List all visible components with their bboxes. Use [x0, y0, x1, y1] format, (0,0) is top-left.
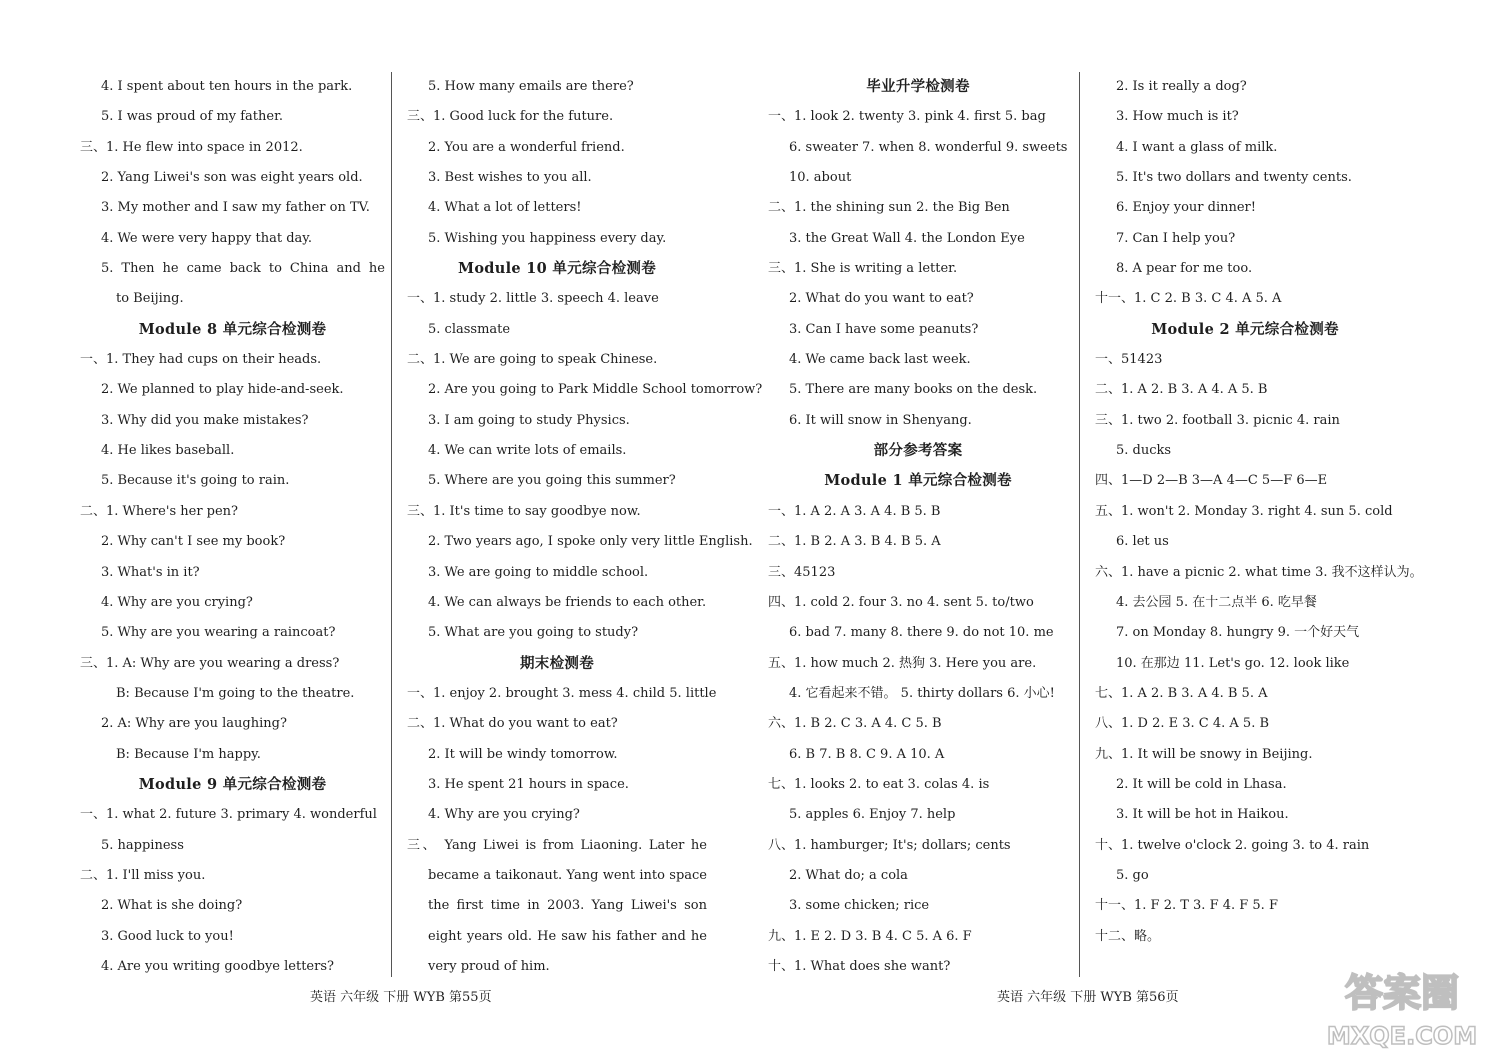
watermark-url: MXQE.COM — [1326, 1022, 1478, 1050]
column-3 — [768, 72, 1068, 982]
answer-line: 5. Why are you wearing a raincoat? — [101, 625, 336, 641]
answer-line: 3. My mother and I saw my father on TV. — [101, 200, 370, 216]
answer-line: 十一、1. F 2. T 3. F 4. F 5. F — [1095, 898, 1278, 914]
answer-line: 6. bad 7. many 8. there 9. do not 10. me — [789, 625, 1054, 641]
answer-line: the first time in 2003. Yang Liwei's son — [428, 898, 707, 914]
answer-line: 一、1. A 2. A 3. A 4. B 5. B — [768, 503, 941, 519]
answer-line: 5. Where are you going this summer? — [428, 473, 676, 489]
answer-line: 5. Because it's going to rain. — [101, 473, 290, 489]
answer-line: 5. Wishing you happiness every day. — [428, 230, 667, 246]
answer-line: 6. sweater 7. when 8. wonderful 9. sweets — [789, 139, 1068, 155]
answer-line: 2. We planned to play hide-and-seek. — [101, 382, 344, 398]
answer-line: 二、1. A 2. B 3. A 4. A 5. B — [1095, 382, 1268, 398]
answer-line: 3. some chicken; rice — [789, 898, 930, 914]
answer-line: 7. Can I help you? — [1116, 230, 1236, 246]
answer-line: 8. A pear for me too. — [1116, 261, 1253, 277]
answer-line: 七、1. looks 2. to eat 3. colas 4. is — [768, 776, 990, 792]
answer-line: 5. happiness — [101, 837, 184, 853]
answer-line: 三、1. Good luck for the future. — [407, 109, 614, 125]
answer-line: 3. What's in it? — [101, 564, 200, 580]
answer-line: 2. What do you want to eat? — [789, 291, 974, 307]
answer-line: 2. Are you going to Park Middle School tomorrow? — [428, 382, 763, 398]
answer-line: 二、1. Where's her pen? — [80, 503, 239, 519]
answer-line: 七、1. A 2. B 3. A 4. B 5. A — [1095, 685, 1268, 701]
answer-line: 九、1. E 2. D 3. B 4. C 5. A 6. F — [768, 928, 972, 944]
answer-line: 三、45123 — [768, 564, 836, 580]
answer-line: 5. What are you going to study? — [428, 625, 639, 641]
answer-line: 六、1. have a picnic 2. what time 3. 我不这样认为。 — [1095, 564, 1423, 580]
answer-line: 4. What a lot of letters! — [428, 200, 582, 216]
answer-line: 一、1. what 2. future 3. primary 4. wonderful — [80, 807, 377, 823]
answer-line: 十一、1. C 2. B 3. C 4. A 5. A — [1095, 291, 1282, 307]
answer-line: 10. about — [789, 170, 852, 186]
answer-line: 二、1. What do you want to eat? — [407, 716, 618, 732]
column-divider-left — [391, 72, 392, 977]
answer-line: 3. How much is it? — [1116, 109, 1239, 125]
answer-line: 2. What do; a cola — [789, 867, 908, 883]
section-heading: 部分参考答案 — [873, 442, 963, 460]
answer-line: 八、1. hamburger; It's; dollars; cents — [768, 837, 1011, 853]
answer-line: 4. We came back last week. — [789, 352, 971, 368]
answer-line: 一、1. study 2. little 3. speech 4. leave — [407, 291, 659, 307]
section-heading: 期末检测卷 — [520, 654, 594, 672]
column-divider-right — [1079, 72, 1080, 977]
answer-line: 5. go — [1116, 867, 1149, 883]
answer-line: 3. We are going to middle school. — [428, 564, 649, 580]
watermark-logo — [1320, 962, 1485, 1052]
answer-line: 5. There are many books on the desk. — [789, 382, 1038, 398]
answer-line: 五、1. how much 2. 热狗 3. Here you are. — [768, 655, 1037, 671]
answer-line: 一、1. enjoy 2. brought 3. mess 4. child 5. little — [407, 685, 717, 701]
answer-line: 九、1. It will be snowy in Beijing. — [1095, 746, 1313, 762]
answer-line: 二、1. I'll miss you. — [80, 867, 206, 883]
section-heading: Module 10 单元综合检测卷 — [457, 260, 656, 278]
answer-line: 4. He likes baseball. — [101, 443, 235, 459]
answer-line: 6. B 7. B 8. C 9. A 10. A — [789, 746, 945, 762]
answer-line: 4. Are you writing goodbye letters? — [101, 958, 334, 974]
answer-line: 十二、略。 — [1095, 928, 1161, 944]
answer-line: 3. It will be hot in Haikou. — [1116, 807, 1289, 823]
answer-line: to Beijing. — [116, 291, 184, 307]
answer-line: 3. Can I have some peanuts? — [789, 321, 979, 337]
answer-line: B: Because I'm happy. — [116, 746, 261, 762]
answer-line: 一、51423 — [1095, 352, 1163, 368]
section-heading: Module 8 单元综合检测卷 — [138, 320, 327, 338]
answer-line: 5. classmate — [428, 321, 511, 337]
answer-line: 三、1. A: Why are you wearing a dress? — [80, 655, 340, 671]
answer-line: 五、1. won't 2. Monday 3. right 4. sun 5. cold — [1095, 503, 1393, 519]
answer-line: 6. It will snow in Shenyang. — [789, 412, 972, 428]
answer-line: 二、1. We are going to speak Chinese. — [407, 352, 658, 368]
answer-line: 5. I was proud of my father. — [101, 109, 284, 125]
answer-line: 4. I spent about ten hours in the park. — [101, 79, 353, 94]
answer-line: 十、1. What does she want? — [768, 958, 951, 974]
answer-line: 5. It's two dollars and twenty cents. — [1116, 170, 1352, 186]
answer-line: 二、1. B 2. A 3. B 4. B 5. A — [768, 534, 941, 550]
answer-line: 2. Is it really a dog? — [1116, 79, 1247, 94]
answer-line: 4. 去公园 5. 在十二点半 6. 吃早餐 — [1116, 594, 1317, 610]
answer-line: 十、1. twelve o'clock 2. going 3. to 4. rain — [1095, 837, 1370, 853]
answer-line: 2. Two years ago, I spoke only very little English. — [428, 534, 753, 550]
answer-line: 二、1. the shining sun 2. the Big Ben — [768, 200, 1010, 216]
answer-line: 3. Good luck to you! — [101, 928, 234, 944]
answer-line: 3. Best wishes to you all. — [428, 170, 592, 186]
answer-line: 4. Why are you crying? — [428, 807, 580, 823]
answer-line: 5. apples 6. Enjoy 7. help — [789, 807, 956, 823]
answer-line: 三、1. It's time to say goodbye now. — [407, 503, 641, 519]
answer-line: 3. He spent 21 hours in space. — [428, 776, 629, 792]
section-heading: Module 9 单元综合检测卷 — [138, 775, 327, 793]
answer-line: 一、1. They had cups on their heads. — [80, 352, 322, 368]
answer-line: 2. It will be windy tomorrow. — [428, 746, 618, 762]
answer-line: 2. You are a wonderful friend. — [428, 139, 625, 155]
answer-line: 4. We were very happy that day. — [101, 230, 313, 246]
answer-line: 4. Why are you crying? — [101, 594, 253, 610]
answer-line: 一、1. look 2. twenty 3. pink 4. first 5. bag — [768, 109, 1046, 125]
column-4 — [1095, 72, 1423, 952]
answer-line: 7. on Monday 8. hungry 9. 一个好天气 — [1116, 625, 1360, 641]
answer-line: 三、1. two 2. football 3. picnic 4. rain — [1095, 412, 1340, 428]
answer-line: 5. How many emails are there? — [428, 79, 634, 94]
column-1 — [80, 72, 385, 982]
answer-line: 2. A: Why are you laughing? — [101, 716, 287, 732]
page-footer-left: 英语 六年级 下册 WYB 第55页 — [310, 990, 492, 1005]
answer-line: 4. 它看起来不错。 5. thirty dollars 6. 小心! — [789, 685, 1055, 701]
answer-line: 四、1—D 2—B 3—A 4—C 5—F 6—E — [1095, 473, 1328, 489]
answer-line: 四、1. cold 2. four 3. no 4. sent 5. to/two — [768, 594, 1034, 610]
answer-line: 4. We can always be friends to each other. — [428, 594, 707, 610]
answer-line: eight years old. He saw his father and he — [428, 928, 707, 944]
answer-line: 2. Why can't I see my book? — [101, 534, 286, 550]
answer-line: 八、1. D 2. E 3. C 4. A 5. B — [1095, 716, 1270, 732]
answer-line: 6. let us — [1116, 534, 1169, 550]
answer-line: B: Because I'm going to the theatre. — [116, 685, 355, 701]
answer-line: 4. We can write lots of emails. — [428, 443, 627, 459]
answer-line: 2. It will be cold in Lhasa. — [1116, 776, 1287, 792]
answer-line: 2. What is she doing? — [101, 898, 243, 914]
answer-line: 三、1. She is writing a letter. — [768, 261, 958, 277]
answer-line: 三、 Yang Liwei is from Liaoning. Later he — [407, 837, 707, 853]
answer-line: 10. 在那边 11. Let's go. 12. look like — [1116, 655, 1350, 671]
answer-line: 5. ducks — [1116, 443, 1172, 459]
section-heading: Module 2 单元综合检测卷 — [1151, 320, 1339, 338]
section-heading: Module 1 单元综合检测卷 — [824, 472, 1012, 490]
answer-line: 3. the Great Wall 4. the London Eye — [789, 230, 1025, 246]
answer-line: 3. Why did you make mistakes? — [101, 412, 309, 428]
page-footer-right: 英语 六年级 下册 WYB 第56页 — [997, 990, 1179, 1005]
answer-line: very proud of him. — [428, 958, 550, 974]
answer-line: 2. Yang Liwei's son was eight years old. — [101, 170, 363, 186]
section-heading: 毕业升学检测卷 — [866, 78, 970, 95]
answer-line: 5. Then he came back to China and he — [101, 261, 385, 277]
answer-line: 六、1. B 2. C 3. A 4. C 5. B — [768, 716, 942, 732]
answer-line: 三、1. He flew into space in 2012. — [80, 139, 303, 155]
answer-line: 3. I am going to study Physics. — [428, 412, 630, 428]
column-2 — [407, 72, 763, 982]
answer-line: 6. Enjoy your dinner! — [1116, 200, 1256, 216]
answer-line: became a taikonaut. Yang went into space — [428, 867, 707, 883]
watermark-text: 答案圈 — [1344, 971, 1460, 1015]
answer-line: 4. I want a glass of milk. — [1116, 139, 1278, 155]
